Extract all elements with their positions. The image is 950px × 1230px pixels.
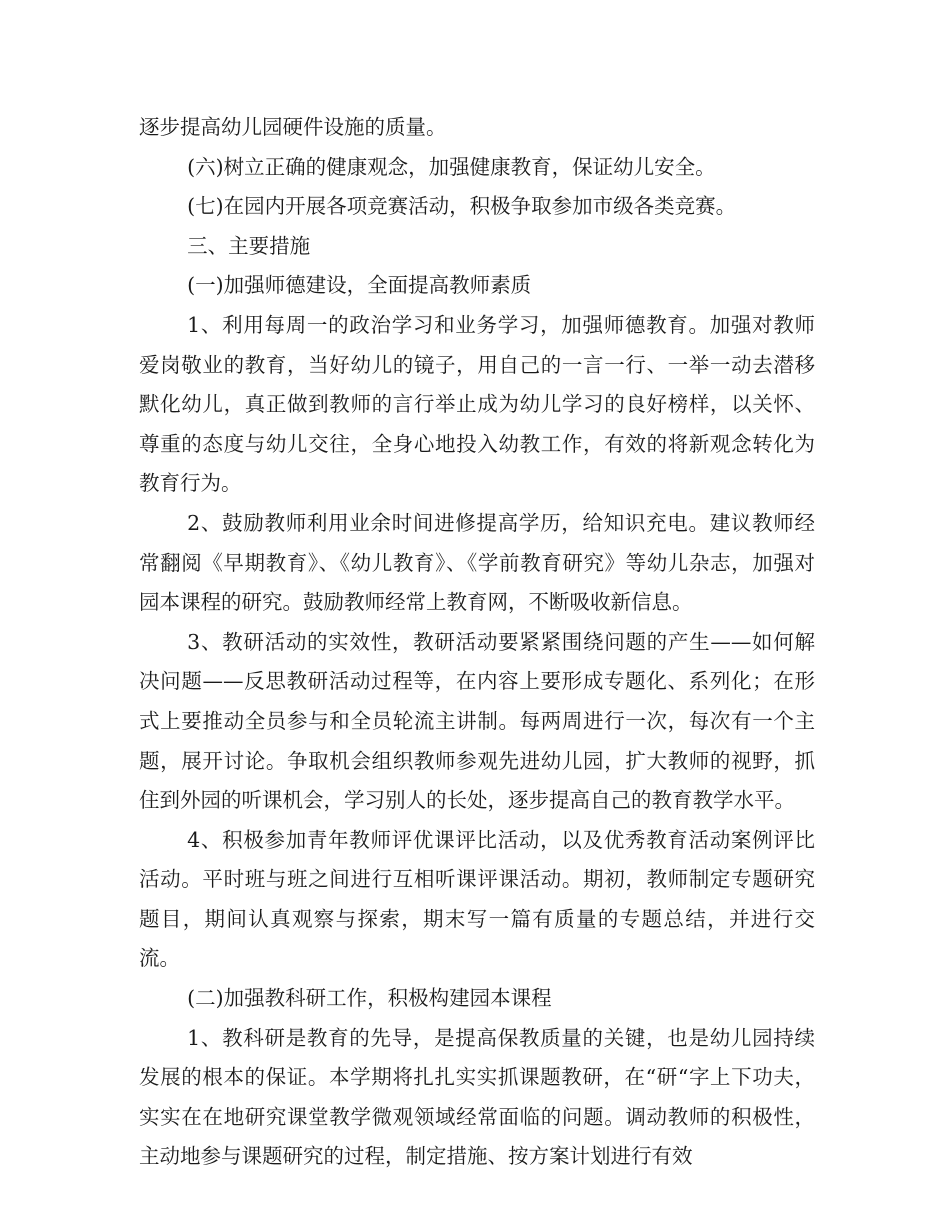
section-heading-measures: 三、主要措施 bbox=[187, 233, 311, 258]
paragraph-8: 4、积极参加青年教师评优课评比活动，以及优秀教育活动案例评比活动。平时班与班之间进行互相听课评课活动。期初，教师制定专题研究题目，期间认真观察与探索，期末写一篇有质量的专题总结，并进行交流。 bbox=[139, 827, 815, 971]
paragraph-7: 3、教研活动的实效性，教研活动要紧紧围绕问题的产生——如何解决问题——反思教研活动过程等，在内容上要形成专题化、系列化；在形式上要推动全员参与和全员轮流主讲制。每两周进行一次，每次有一个主题，展开讨论。争取机会组织教师参观先进幼儿园，扩大教师的视野，抓住到外园的听课机会，学习别人的长处，逐步提高自己的教育教学水平。 bbox=[139, 629, 815, 813]
paragraph-0: 逐步提高幼儿园硬件设施的质量。 bbox=[139, 115, 447, 139]
paragraph-6: 2、鼓励教师利用业余时间进修提高学历，给知识充电。建议教师经常翻阅《早期教育》、《幼儿教育》、《学前教育研究》等幼儿杂志，加强对园本课程的研究。鼓励教师经常上教育网，不断吸收新信息。 bbox=[139, 510, 815, 615]
subsection-heading-1: (一)加强师德建设，全面提高教师素质 bbox=[187, 273, 532, 298]
paragraph-2: (七)在园内开展各项竞赛活动，积极争取参加市级各类竞赛。 bbox=[187, 194, 737, 219]
subsection-heading-2: (二)加强教科研工作，积极构建园本课程 bbox=[187, 986, 552, 1011]
paragraph-5: 1、利用每周一的政治学习和业务学习，加强师德教育。加强对教师爱岗敬业的教育，当好幼儿的镜子，用自己的一言一行、一举一动去潜移默化幼儿，真正做到教师的言行举止成为幼儿学习的良好榜样，以关怀、尊重的态度与幼儿交往，全身心地投入幼教工作，有效的将新观念转化为教育行为。 bbox=[139, 312, 815, 496]
paragraph-10: 1、教科研是教育的先导，是提高保教质量的关键，也是幼儿园持续发展的根本的保证。本学期将扎扎实实抓课题教研，在“研“字上下功夫，实实在在地研究课堂教学微观领域经常面临的问题。调动教师的积极性，主动地参与课题研究的过程，制定措施、按方案计划进行有效 bbox=[139, 1025, 815, 1169]
document-body bbox=[139, 108, 815, 1177]
paragraph-1: (六)树立正确的健康观念，加强健康教育，保证幼儿安全。 bbox=[187, 154, 716, 179]
